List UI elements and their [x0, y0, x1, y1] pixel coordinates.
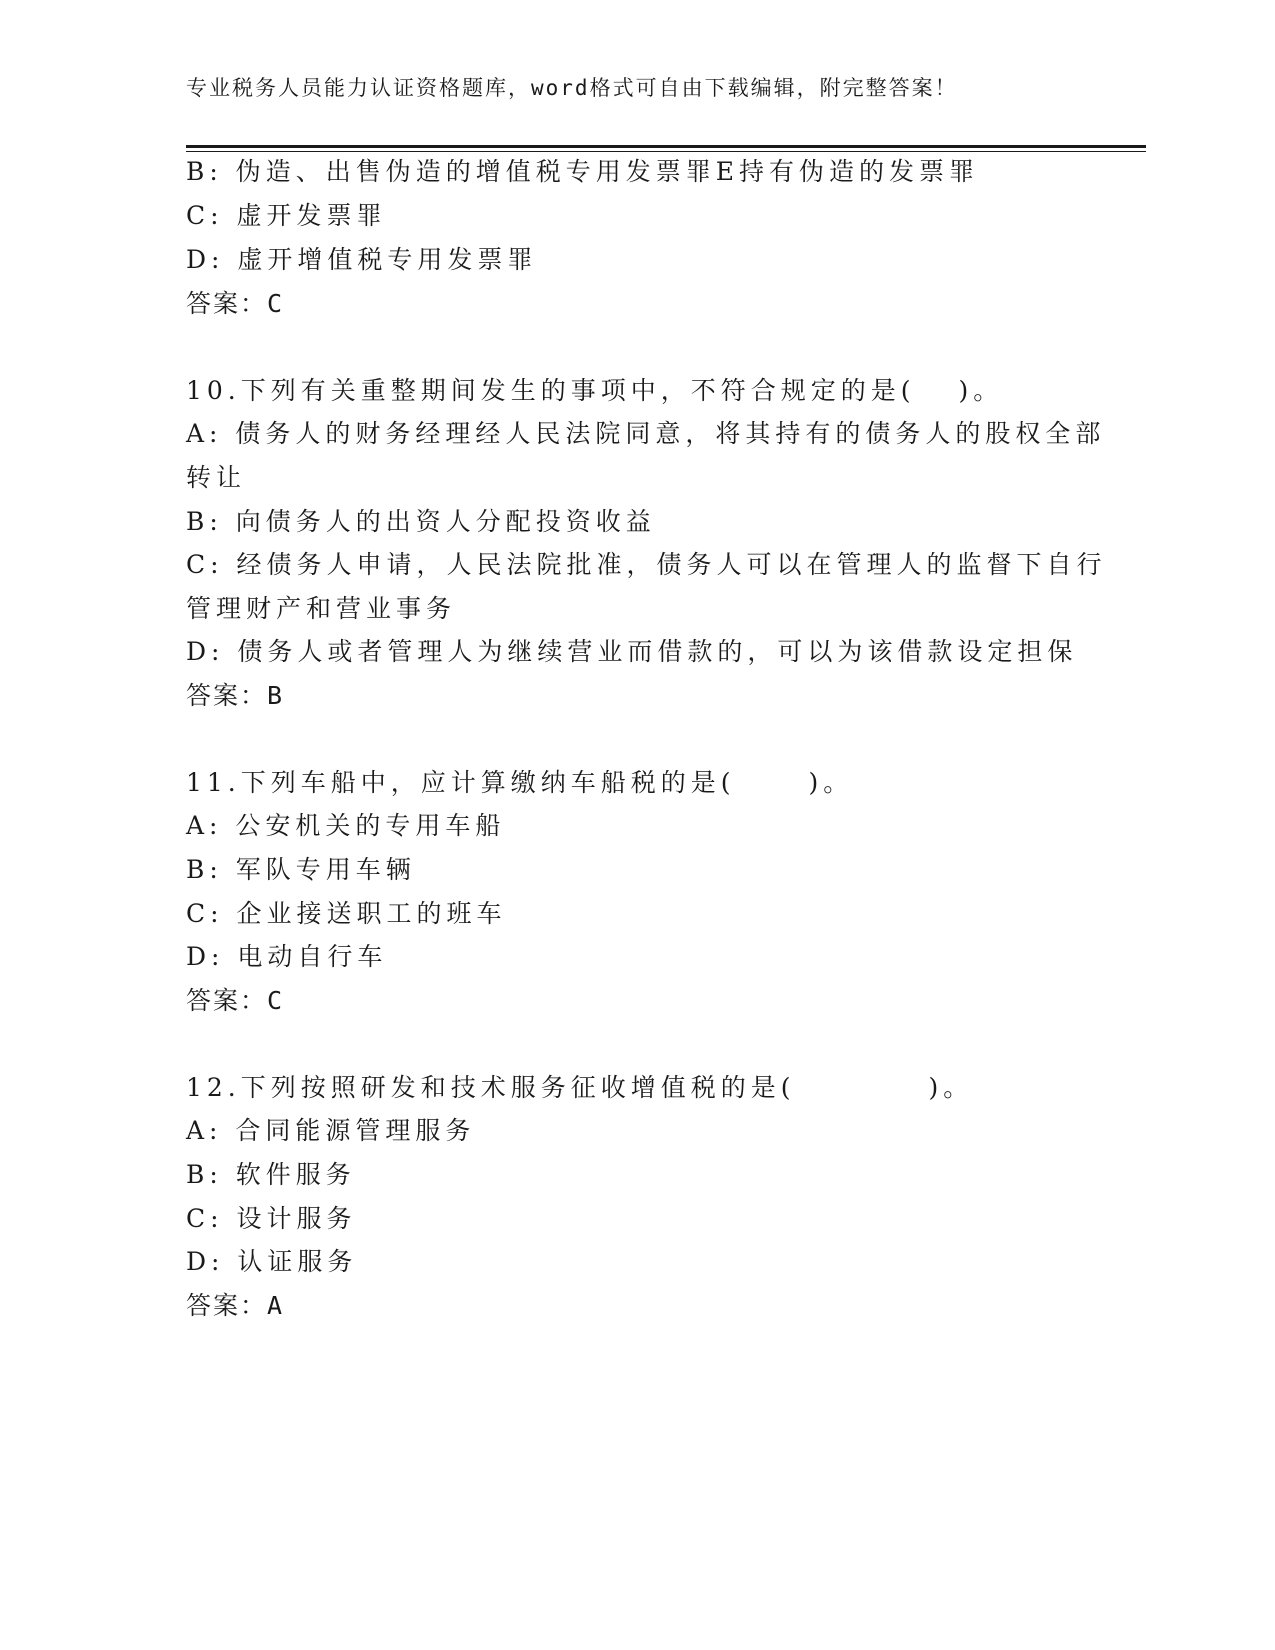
- answer-line: [186, 288, 284, 320]
- option-line: C: 设计服务: [186, 1204, 357, 1233]
- option-line: C: 企业接送职工的班车: [186, 899, 507, 928]
- option-line: B: 软件服务: [186, 1160, 356, 1189]
- option-line: C: 经债务人申请，人民法院批准，债务人可以在管理人的监督下自行: [186, 550, 1107, 579]
- option-line: A: 公安机关的专用车船: [186, 811, 506, 840]
- question-stem: 10.下列有关重整期间发生的事项中，不符合规定的是( )。: [186, 376, 1004, 405]
- option-line: D: 电动自行车: [186, 942, 388, 971]
- question-stem: 12.下列按照研发和技术服务征收增值税的是( )。: [186, 1073, 974, 1102]
- option-line: B: 向债务人的出资人分配投资收益: [186, 507, 656, 536]
- answer-value: C: [267, 986, 285, 1015]
- page-header: 专业税务人员能力认证资格题库，word格式可自由下载编辑，附完整答案！: [186, 76, 958, 100]
- option-line: A: 合同能源管理服务: [186, 1116, 476, 1145]
- option-line: D: 债务人或者管理人为继续营业而借款的，可以为该借款设定担保: [186, 637, 1078, 666]
- option-line: C: 虚开发票罪: [186, 201, 387, 230]
- answer-value: A: [267, 1291, 285, 1320]
- answer-label: 答案：: [186, 681, 268, 710]
- option-line: B: 伪造、出售伪造的增值税专用发票罪E持有伪造的发票罪: [186, 157, 979, 186]
- question-stem: 11.下列车船中，应计算缴纳车船税的是( )。: [186, 768, 854, 797]
- answer-line: [186, 680, 284, 712]
- answer-value: B: [267, 681, 285, 710]
- option-line: D: 认证服务: [186, 1247, 358, 1276]
- answer-label: 答案：: [186, 1291, 268, 1320]
- header-divider: [186, 145, 1146, 148]
- option-line: B: 军队专用车辆: [186, 855, 416, 884]
- option-line: D: 虚开增值税专用发票罪: [186, 245, 538, 274]
- answer-line: [186, 985, 284, 1017]
- option-line: 管理财产和营业事务: [186, 594, 457, 623]
- answer-line: [186, 1290, 284, 1322]
- answer-value: C: [267, 289, 285, 318]
- answer-label: 答案：: [186, 289, 268, 318]
- option-line: A: 债务人的财务经理经人民法院同意，将其持有的债务人的股权全部: [186, 419, 1106, 448]
- option-line: 转让: [186, 463, 247, 492]
- answer-label: 答案：: [186, 986, 268, 1015]
